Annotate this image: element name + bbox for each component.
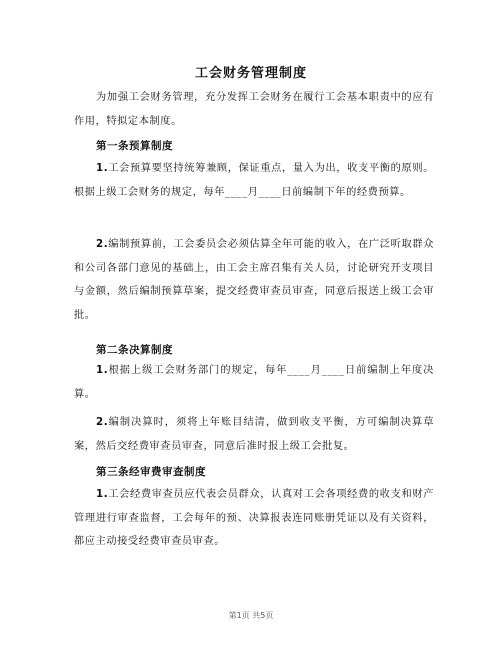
audit-item-1 [74,483,434,554]
item-number: 1. [96,365,109,376]
document-title: 工会财务管理制度 [194,66,307,81]
section-heading-final-accounts: 第二条决算制度 [96,344,173,356]
intro-paragraph: 为加强工会财务管理，充分发挥工会财务在履行工会基本职责中的应有作用，特拟定本制度。 [74,92,434,127]
final-accounts-item-2 [74,411,434,458]
item-number: 1. [96,489,109,500]
budget-item-1 [74,157,434,204]
item-text: 根据上级工会财务部门的规定，每年____月____日前编制上年度决算。 [74,365,434,400]
item-number: 2. [96,417,109,428]
item-text: 编制决算时，须将上年账目结清，做到收支平衡，方可编制决算草案，然后交经费审查员审查，同意后准时报上级工会批复。 [74,417,434,452]
item-text: 编制预算前，工会委员会必须估算全年可能的收入，在广泛听取群众和公司各部门意见的基础上，由工会主席召集有关人员，讨论研究开支项目与金额，然后编制预算草案，提交经费审查员审查，同意后报送上级工会审批。 [74,239,434,321]
section-heading-budget: 第一条预算制度 [96,140,173,152]
item-text: 工会预算要坚持统筹兼顾，保证重点，量入为出，收支平衡的原则。根据上级工会财务的规定，每年____月____日前编制下年的经费预算。 [74,163,434,198]
final-accounts-item-1 [74,359,434,406]
item-text: 工会经费审查员应代表会员群众，认真对工会各项经费的收支和财产管理进行审查监督，工会每年的预、决算报表连同账册凭证以及有关资料，都应主动接受经费审查员审查。 [74,489,434,547]
item-number: 2. [96,239,109,250]
section-heading-audit: 第三条经审费审查制度 [96,466,206,478]
item-number: 1. [96,163,109,174]
page-footer: 第1页 共5页 [228,611,274,620]
budget-item-2 [74,233,434,327]
